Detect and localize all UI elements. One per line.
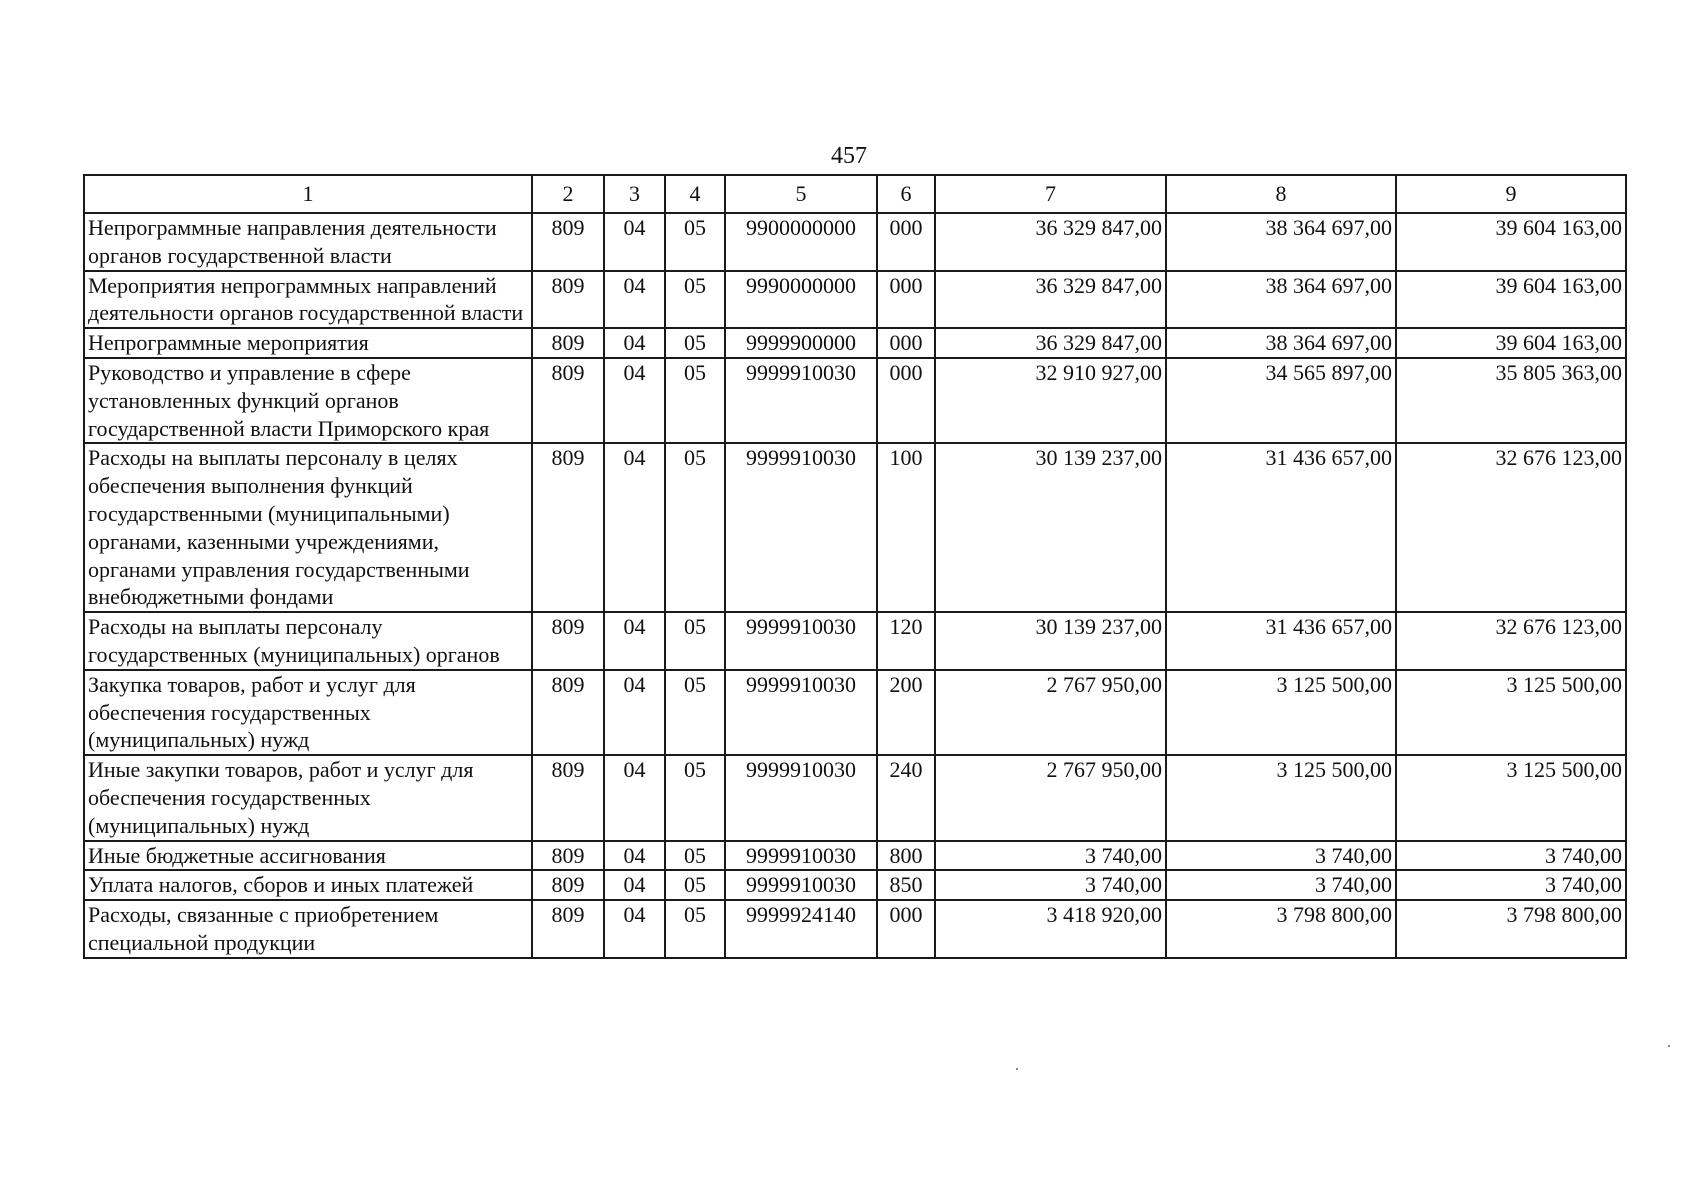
row-ministry-code: 809 bbox=[532, 900, 604, 958]
header-cell-5: 5 bbox=[725, 175, 877, 213]
row-subsection-code: 05 bbox=[665, 841, 725, 871]
row-name: Мероприятия непрограммных направлений деятельности органов государственной власти bbox=[84, 271, 532, 329]
row-amount-7: 3 740,00 bbox=[935, 841, 1166, 871]
row-expense-type: 100 bbox=[877, 443, 935, 612]
row-amount-7: 3 418 920,00 bbox=[935, 900, 1166, 958]
header-cell-8: 8 bbox=[1166, 175, 1396, 213]
row-amount-8: 31 436 657,00 bbox=[1166, 443, 1396, 612]
row-amount-9: 39 604 163,00 bbox=[1396, 271, 1626, 329]
row-amount-8: 31 436 657,00 bbox=[1166, 612, 1396, 670]
header-cell-9: 9 bbox=[1396, 175, 1626, 213]
table-row bbox=[84, 358, 1626, 443]
row-amount-9: 32 676 123,00 bbox=[1396, 612, 1626, 670]
row-target-article: 9999910030 bbox=[725, 670, 877, 755]
row-ministry-code: 809 bbox=[532, 271, 604, 329]
header-cell-1: 1 bbox=[84, 175, 532, 213]
table-row bbox=[84, 670, 1626, 755]
row-section-code: 04 bbox=[604, 755, 665, 840]
row-amount-9: 39 604 163,00 bbox=[1396, 328, 1626, 358]
row-subsection-code: 05 bbox=[665, 755, 725, 840]
row-amount-7: 32 910 927,00 bbox=[935, 358, 1166, 443]
row-ministry-code: 809 bbox=[532, 870, 604, 900]
row-amount-8: 34 565 897,00 bbox=[1166, 358, 1396, 443]
row-expense-type: 800 bbox=[877, 841, 935, 871]
row-ministry-code: 809 bbox=[532, 328, 604, 358]
row-amount-7: 36 329 847,00 bbox=[935, 328, 1166, 358]
row-subsection-code: 05 bbox=[665, 328, 725, 358]
row-ministry-code: 809 bbox=[532, 612, 604, 670]
row-target-article: 9999900000 bbox=[725, 328, 877, 358]
row-amount-9: 32 676 123,00 bbox=[1396, 443, 1626, 612]
row-expense-type: 000 bbox=[877, 328, 935, 358]
row-amount-8: 3 740,00 bbox=[1166, 841, 1396, 871]
row-name: Иные бюджетные ассигнования bbox=[84, 841, 532, 871]
row-name: Руководство и управление в сфере установленных функций органов государственной власти Приморского края bbox=[84, 358, 532, 443]
row-target-article: 9999910030 bbox=[725, 612, 877, 670]
row-expense-type: 240 bbox=[877, 755, 935, 840]
page-number: 457 bbox=[831, 143, 867, 169]
row-amount-8: 38 364 697,00 bbox=[1166, 213, 1396, 271]
row-target-article: 9999910030 bbox=[725, 755, 877, 840]
row-name: Непрограммные мероприятия bbox=[84, 328, 532, 358]
table-row bbox=[84, 271, 1626, 329]
row-expense-type: 120 bbox=[877, 612, 935, 670]
header-cell-4: 4 bbox=[665, 175, 725, 213]
row-expense-type: 200 bbox=[877, 670, 935, 755]
row-subsection-code: 05 bbox=[665, 213, 725, 271]
scan-speck bbox=[1016, 1068, 1018, 1070]
row-target-article: 9990000000 bbox=[725, 271, 877, 329]
row-amount-7: 2 767 950,00 bbox=[935, 670, 1166, 755]
table-row bbox=[84, 612, 1626, 670]
row-target-article: 9999910030 bbox=[725, 358, 877, 443]
row-target-article: 9999910030 bbox=[725, 443, 877, 612]
row-section-code: 04 bbox=[604, 670, 665, 755]
row-expense-type: 000 bbox=[877, 213, 935, 271]
row-subsection-code: 05 bbox=[665, 870, 725, 900]
row-amount-9: 3 740,00 bbox=[1396, 870, 1626, 900]
row-amount-8: 3 125 500,00 bbox=[1166, 670, 1396, 755]
row-amount-8: 3 125 500,00 bbox=[1166, 755, 1396, 840]
table-row bbox=[84, 841, 1626, 871]
header-cell-2: 2 bbox=[532, 175, 604, 213]
table-row bbox=[84, 755, 1626, 840]
row-amount-8: 3 798 800,00 bbox=[1166, 900, 1396, 958]
row-name: Расходы, связанные с приобретением специальной продукции bbox=[84, 900, 532, 958]
table-row bbox=[84, 443, 1626, 612]
row-amount-8: 38 364 697,00 bbox=[1166, 328, 1396, 358]
row-section-code: 04 bbox=[604, 358, 665, 443]
row-subsection-code: 05 bbox=[665, 271, 725, 329]
row-amount-9: 39 604 163,00 bbox=[1396, 213, 1626, 271]
row-subsection-code: 05 bbox=[665, 443, 725, 612]
header-cell-6: 6 bbox=[877, 175, 935, 213]
row-ministry-code: 809 bbox=[532, 841, 604, 871]
row-name: Расходы на выплаты персоналу государственных (муниципальных) органов bbox=[84, 612, 532, 670]
row-ministry-code: 809 bbox=[532, 670, 604, 755]
row-target-article: 9999910030 bbox=[725, 841, 877, 871]
row-subsection-code: 05 bbox=[665, 670, 725, 755]
row-expense-type: 000 bbox=[877, 358, 935, 443]
table-row bbox=[84, 328, 1626, 358]
row-amount-7: 3 740,00 bbox=[935, 870, 1166, 900]
row-ministry-code: 809 bbox=[532, 755, 604, 840]
row-amount-9: 3 740,00 bbox=[1396, 841, 1626, 871]
row-amount-7: 36 329 847,00 bbox=[935, 213, 1166, 271]
row-name: Иные закупки товаров, работ и услуг для обеспечения государственных (муниципальных) нужд bbox=[84, 755, 532, 840]
row-amount-7: 36 329 847,00 bbox=[935, 271, 1166, 329]
row-ministry-code: 809 bbox=[532, 443, 604, 612]
budget-table bbox=[83, 174, 1627, 959]
row-amount-9: 35 805 363,00 bbox=[1396, 358, 1626, 443]
row-section-code: 04 bbox=[604, 443, 665, 612]
row-section-code: 04 bbox=[604, 900, 665, 958]
row-amount-9: 3 125 500,00 bbox=[1396, 755, 1626, 840]
row-target-article: 9999924140 bbox=[725, 900, 877, 958]
table-row bbox=[84, 213, 1626, 271]
row-expense-type: 850 bbox=[877, 870, 935, 900]
row-amount-9: 3 798 800,00 bbox=[1396, 900, 1626, 958]
header-cell-3: 3 bbox=[604, 175, 665, 213]
row-subsection-code: 05 bbox=[665, 900, 725, 958]
row-expense-type: 000 bbox=[877, 900, 935, 958]
table-row bbox=[84, 870, 1626, 900]
row-name: Закупка товаров, работ и услуг для обеспечения государственных (муниципальных) нужд bbox=[84, 670, 532, 755]
row-section-code: 04 bbox=[604, 841, 665, 871]
row-section-code: 04 bbox=[604, 612, 665, 670]
row-ministry-code: 809 bbox=[532, 213, 604, 271]
row-section-code: 04 bbox=[604, 870, 665, 900]
row-subsection-code: 05 bbox=[665, 358, 725, 443]
row-amount-9: 3 125 500,00 bbox=[1396, 670, 1626, 755]
row-expense-type: 000 bbox=[877, 271, 935, 329]
table-row bbox=[84, 900, 1626, 958]
row-section-code: 04 bbox=[604, 328, 665, 358]
row-name: Непрограммные направления деятельности органов государственной власти bbox=[84, 213, 532, 271]
header-cell-7: 7 bbox=[935, 175, 1166, 213]
row-amount-7: 2 767 950,00 bbox=[935, 755, 1166, 840]
row-amount-7: 30 139 237,00 bbox=[935, 612, 1166, 670]
scan-speck bbox=[1668, 1045, 1670, 1047]
row-name: Расходы на выплаты персоналу в целях обеспечения выполнения функций государственными (муниципальными) органами, казенными учреждениями, органами управления государственными внебюджетными фондами bbox=[84, 443, 532, 612]
header-row bbox=[84, 175, 1626, 213]
row-ministry-code: 809 bbox=[532, 358, 604, 443]
row-amount-8: 3 740,00 bbox=[1166, 870, 1396, 900]
row-amount-7: 30 139 237,00 bbox=[935, 443, 1166, 612]
row-target-article: 9900000000 bbox=[725, 213, 877, 271]
row-amount-8: 38 364 697,00 bbox=[1166, 271, 1396, 329]
row-name: Уплата налогов, сборов и иных платежей bbox=[84, 870, 532, 900]
row-subsection-code: 05 bbox=[665, 612, 725, 670]
row-target-article: 9999910030 bbox=[725, 870, 877, 900]
row-section-code: 04 bbox=[604, 213, 665, 271]
row-section-code: 04 bbox=[604, 271, 665, 329]
